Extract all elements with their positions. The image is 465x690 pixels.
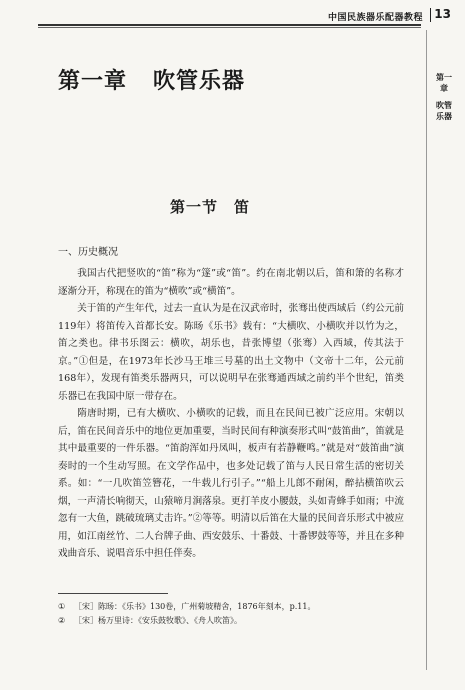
header-separator [430,8,431,22]
footnote-mark: ① [58,602,66,611]
footnote-text: ［宋］杨万里诗：《安乐鼓牧歌》、《舟人吹笛》。 [74,616,242,625]
side-tab [435,72,453,128]
chapter-number: 第一章 [58,69,128,94]
page-number: 13 [434,7,451,21]
side-tab-chapter: 第一章 [436,73,452,93]
section-title: 第一节 笛 [169,198,250,216]
body-text [58,265,404,563]
side-tab-topic: 吹管乐器 [436,101,452,121]
side-rule [426,30,427,670]
footnotes [58,600,404,628]
footnote-mark: ② [58,616,66,625]
running-header [0,0,465,30]
chapter-title [58,64,245,95]
chapter-name: 吹管乐器 [153,69,246,94]
header-rule [38,24,421,26]
header-rule-thin [38,27,421,28]
footnote-rule [58,593,168,594]
paragraph: 我国古代把竖吹的“笛”称为“篴”或“笛”。约在南北朝以后，笛和箫的名称才逐渐分开，称现在的笛为“横吹”或“横笛”。 [58,268,404,297]
footnote [58,600,404,614]
book-title: 中国民族器乐配器教程 [327,13,423,23]
subheading: 一、历史概况 [58,247,118,258]
footnote [58,614,404,628]
paragraph: 隋唐时期，已有大横吹、小横吹的记载，而且在民间已被广泛应用。宋朝以后，笛在民间音乐中的地位更加重要，当时民间有种演奏形式叫“鼓笛曲”，笛就是其中最重要的一件乐器。“笛韵浑如丹凤叫，板声有若静鞭鸣。”就是对“鼓笛曲”演奏时的一个生动写照。在文学作品中，也多处记载了笛与人民日常生活的密切关系。如：“一几吹笛笠簪花，一牛载儿行引子。”“船上儿郎不耐闲，醉拈横笛吹云烟，一声清长响彻天，山猿啼月涧落泉。更打羊皮小腰鼓，头如青蜂手如雨；中流忽有一大鱼，跳破琉璃丈击许。”②等等。明清以后笛在大量的民间音乐形式中被应用，如江南丝竹、二人台牌子曲、西安鼓乐、十番鼓、十番锣鼓等等，并且在多种戏曲音乐、说唱音乐中担任伴奏。 [58,408,404,559]
footnote-text: ［宋］陈旸：《乐书》130卷，广州菊坡精舍，1876年刻本，p.11。 [74,602,316,611]
paragraph: 关于笛的产生年代，过去一直认为是在汉武帝时，张骞出使西域后（约公元前119年）将笛传入首都长安。陈旸《乐书》载有：“大横吹、小横吹并以竹为之，笛之类也。律书乐图云：横吹，胡乐也，昔张博望（张骞）入西域，传其法于京。”①但是，在1973年长沙马王堆三号墓的出土文物中（文帝十二年，公元前168年），发现有笛类乐器两只，可以说明早在张骞通西域之前约半个世纪，笛类乐器已在我国中原一带存在。 [58,303,404,402]
